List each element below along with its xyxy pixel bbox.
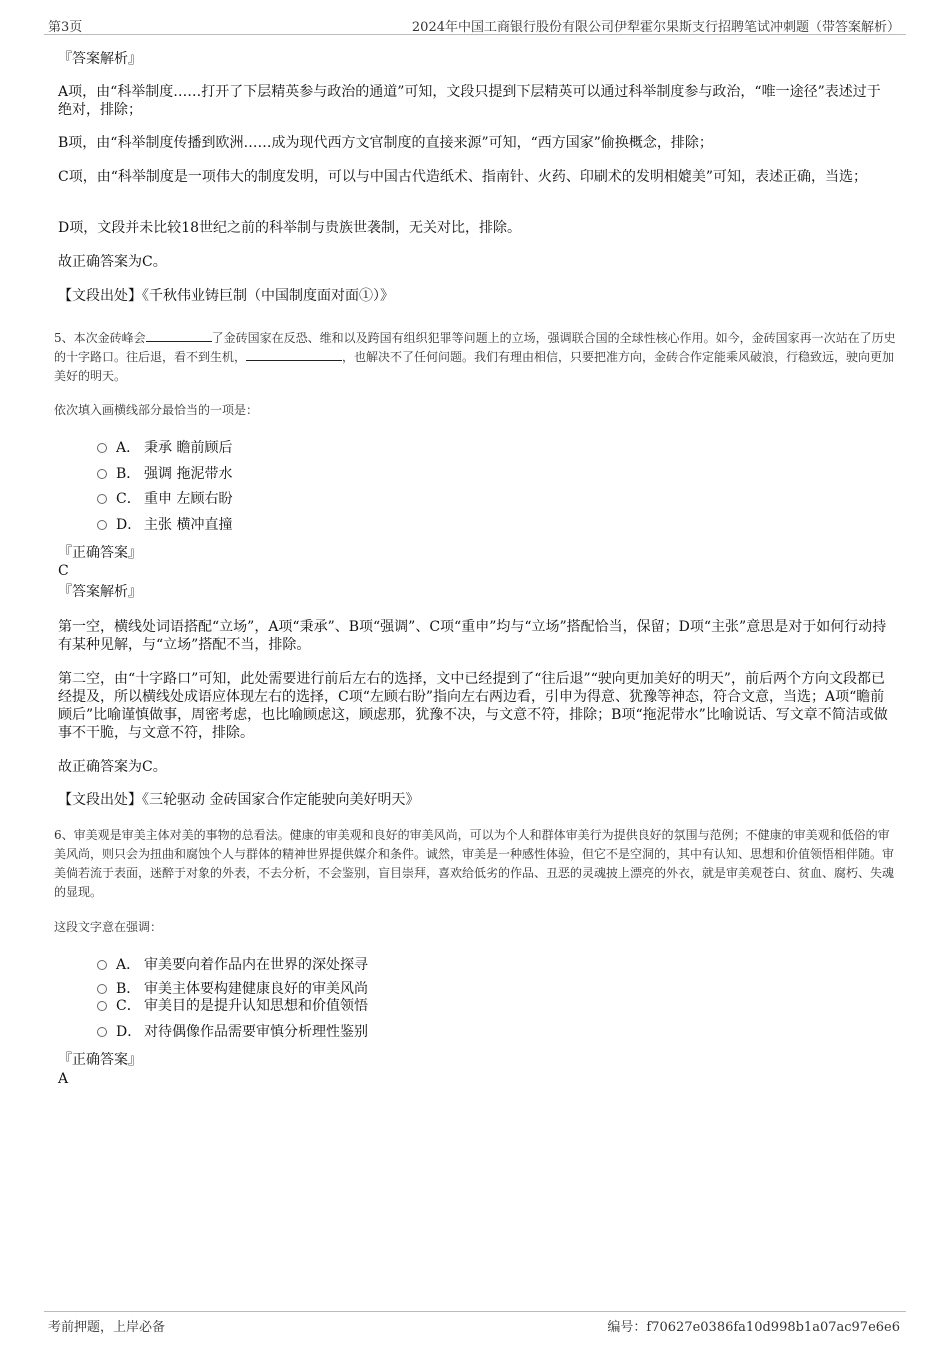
analysis-c: C项，由“科举制度是一项伟大的制度发明，可以与中国古代造纸术、指南针、火药、印刷术的发明相媲美”可知，表述正确，当选； [58, 169, 868, 185]
option-c[interactable]: C． 重申 左顾右盼 [97, 490, 232, 508]
radio-icon[interactable] [97, 494, 107, 504]
radio-icon[interactable] [97, 520, 107, 530]
page-header [44, 14, 906, 35]
source-citation: 【文段出处】《千秋伟业铸巨制（中国制度面对面①）》 [58, 288, 394, 304]
document-id: 编号：f70627e0386fa10d998b1a07ac97e6e6 [607, 1320, 900, 1335]
option-b[interactable]: B． 审美主体要构建健康良好的审美风尚 [97, 980, 368, 998]
question-prompt: 这段文字意在强调： [54, 920, 163, 934]
analysis-label: 『答案解析』 [58, 51, 142, 67]
question-stem: 6、审美观是审美主体对美的事物的总看法。健康的审美观和良好的审美风尚，可以为个人和群体审美行为提供良好的氛围与范例；不健康的审美观和低俗的审美风尚，则只会为扭曲和腐蚀个人与群体的精神世界提供媒介和条件。诚然，审美是一种感性体验，但它不是空洞的，其中有认知、思想和价值领悟相伴随。审美倘若流于表面，迷醉于对象的外表，不去分析，不会鉴别，盲目崇拜，喜欢给低劣的作品、丑恶的灵魂披上漂亮的外衣，就是审美观苍白、贫血、腐朽、失魂的显现。 [54, 828, 895, 899]
conclusion: 故正确答案为C。 [58, 254, 167, 270]
radio-icon[interactable] [97, 984, 107, 994]
radio-icon[interactable] [97, 469, 107, 479]
option-b[interactable]: B． 强调 拖泥带水 [97, 465, 232, 483]
option-a[interactable]: A． 审美要向着作品内在世界的深处探寻 [97, 956, 368, 974]
correct-answer: A [58, 1071, 69, 1087]
analysis-blank-1: 第一空，横线处词语搭配“立场”，A项“秉承”、B项“强调”、C项“重申”均与“立场”搭配恰当，保留；D项“主张”意思是对于如何行动持有某种见解，与“立场”搭配不当，排除。 [58, 619, 887, 653]
analysis-blank-2: 第二空，由“十字路口”可知，此处需要进行前后左右的选择，文中已经提到了“往后退”“驶向更加美好的明天”，前后两个方向文段都已经提及，所以横线处成语应体现左右的选择，C项“左顾右盼”指向左右两边看，引申为得意、犹豫等神态，符合文意，当选；A项“瞻前顾后”比喻谨慎做事，周密考虑，也比喻顾虑这，顾虑那，犹豫不决，与文意不符，排除；B项“拖泥带水”比喻说话、写文章不简洁或做事不干脆，与文意不符，排除。 [58, 671, 888, 741]
correct-answer-label: 『正确答案』 [58, 545, 142, 561]
analysis-label: 『答案解析』 [58, 584, 142, 600]
page-number: 第3页 [48, 20, 83, 35]
fill-blank [246, 348, 342, 361]
correct-answer: C [58, 563, 69, 579]
fill-blank [146, 329, 212, 342]
analysis-d: D项，文段并未比较18世纪之前的科举制与贵族世袭制，无关对比，排除。 [58, 220, 522, 236]
radio-icon[interactable] [97, 1001, 107, 1011]
option-d[interactable]: D． 主张 横冲直撞 [97, 516, 232, 534]
conclusion: 故正确答案为C。 [58, 759, 167, 775]
question-prompt: 依次填入画横线部分最恰当的一项是： [54, 403, 259, 417]
correct-answer-label: 『正确答案』 [58, 1052, 142, 1068]
document-title: 2024年中国工商银行股份有限公司伊犁霍尔果斯支行招聘笔试冲刺题（带答案解析） [411, 20, 900, 35]
footer-slogan: 考前押题，上岸必备 [48, 1320, 166, 1335]
radio-icon[interactable] [97, 960, 107, 970]
analysis-a: A项，由“科举制度……打开了下层精英参与政治的通道”可知，文段只提到下层精英可以通过科举制度参与政治，“唯一途径”表述过于绝对，排除； [58, 84, 881, 118]
option-a[interactable]: A． 秉承 瞻前顾后 [97, 439, 232, 457]
analysis-b: B项，由“科举制度传播到欧洲……成为现代西方文官制度的直接来源”可知，“西方国家”偷换概念，排除； [58, 135, 713, 151]
option-c[interactable]: C． 审美目的是提升认知思想和价值领悟 [97, 997, 368, 1015]
radio-icon[interactable] [97, 1027, 107, 1037]
source-citation: 【文段出处】《三轮驱动 金砖国家合作定能驶向美好明天》 [58, 792, 420, 808]
option-d[interactable]: D． 对待偶像作品需要审慎分析理性鉴别 [97, 1023, 368, 1041]
radio-icon[interactable] [97, 443, 107, 453]
page-footer [44, 1311, 906, 1334]
question-stem: 5、本次金砖峰会 了金砖国家在反恐、维和以及跨国有组织犯罪等问题上的立场，强调联合国的全球性核心作用。如今，金砖国家再一次站在了历史的十字路口。往后退，看不到生机， ，也解决不了任何问题。我们有理由相信，只要把准方向，金砖合作定能乘风破浪，行稳致远，驶向更加美好的明天。 [54, 331, 896, 383]
